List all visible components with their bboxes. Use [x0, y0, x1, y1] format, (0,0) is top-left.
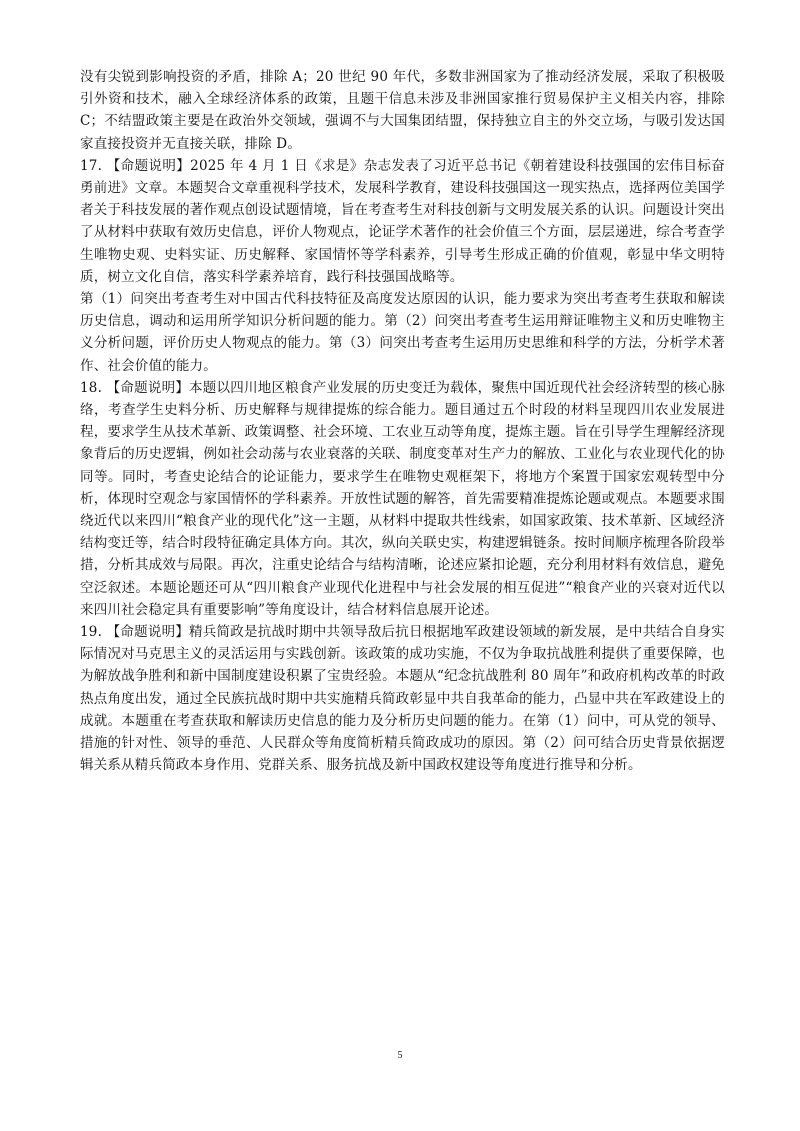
paragraph-question-18: 18. 【命题说明】本题以四川地区粮食产业发展的历史变迁为载体，聚焦中国近现代社会经济转型的核心脉络，考查学生史料分析、历史解释与规律提炼的综合能力。题目通过五个时段的材料呈现四川农业发展进程，要求学生从技术革新、政策调整、社会环境、工农业互动等角度，提炼主题。旨在引导学生理解经济现象背后的历史逻辑，例如社会动荡与农业衰落的关联、制度变革对生产力的解放、工业化与农业现代化的协同等。同时，考查史论结合的论证能力，要求学生在唯物史观框架下，将地方个案置于国家宏观转型中分析，体现时空观念与家国情怀的学科素养。开放性试题的解答，首先需要精准提炼论题或观点。本题要求围绕近代以来四川“粮食产业的现代化”这一主题，从材料中提取共性线索，如国家政策、技术革新、区域经济结构变迁等，结合时段特征确定具体方向。其次，纵向关联史实，构建逻辑链条。按时间顺序梳理各阶段举措，分析其成效与局限。再次，注重史论结合与结构清晰，论述应紧扣论题，充分利用材料有效信息，避免空泛叙述。本题论题还可从“四川粮食产业现代化进程中与社会发展的相互促进”“粮食产业的兴衰对近代以来四川社会稳定具有重要影响”等角度设计，结合材料信息展开论述。: [80, 379, 725, 618]
paragraph-continuation-16: 没有尖锐到影响投资的矛盾，排除 A；20 世纪 90 年代，多数非洲国家为了推动经济发展，采取了积极吸引外资和技术，融入全球经济体系的政策，且题干信息未涉及非洲国家推行贸易保护主义相关内容，排除 C；不结盟政策主要是在政治外交领域，强调不与大国集团结盟，保持独立自主的外交立场，与吸引发达国家直接投资并无直接关联，排除 D。: [80, 69, 725, 152]
document-body: [80, 66, 725, 777]
paragraph-question-19: 19. 【命题说明】精兵简政是抗战时期中共领导敌后抗日根据地军政建设领域的新发展，是中共结合自身实际情况对马克思主义的灵活运用与实践创新。该政策的成功实施，不仅为争取抗战胜利提供了重要保障，也为解放战争胜利和新中国制度建设积累了宝贵经验。本题从“纪念抗战胜利 80 周年”和政府机构改革的时政热点角度出发，通过全民族抗战时期中共实施精兵简政彰显中共自我革命的能力，凸显中共在军政建设上的成就。本题重在考查获取和解读历史信息的能力及分析历史问题的能力。在第（1）问中，可从党的领导、措施的针对性、领导的垂范、人民群众等角度简析精兵简政成功的原因。第（2）问可结合历史背景依据逻辑关系从精兵简政本身作用、党群关系、服务抗战及新中国政权建设等角度进行推导和分析。: [80, 624, 725, 774]
paragraph-question-17: 17. 【命题说明】2025 年 4 月 1 日《求是》杂志发表了习近平总书记《朝着建设科技强国的宏伟目标奋勇前进》文章。本题契合文章重视科学技术，发展科学教育，建设科技强国这一现实热点，选择两位美国学者关于科技发展的著作观点创设试题情境，旨在考查考生对科技创新与文明发展关系的认识。问题设计突出了从材料中获取有效历史信息，评价人物观点，论证学术著作的社会价值三个方面，层层递进，综合考查学生唯物史观、史料实证、历史解释、家国情怀等学科素养，引导考生形成正确的价值观，彰显中华文明特质，树立文化自信，落实科学素养培育，践行科技强国战略等。: [80, 157, 725, 285]
page-number: 5: [397, 1050, 403, 1061]
paragraph-question-17-detail: 第（1）问突出考查考生对中国古代科技特征及高度发达原因的认识，能力要求为突出考查考生获取和解读历史信息，调动和运用所学知识分析问题的能力。第（2）问突出考查考生运用辩证唯物主义和历史唯物主义分析问题，评价历史人物观点的能力。第（3）问突出考查考生运用历史思维和科学的方法，分析学术著作、社会价值的能力。: [80, 291, 725, 374]
